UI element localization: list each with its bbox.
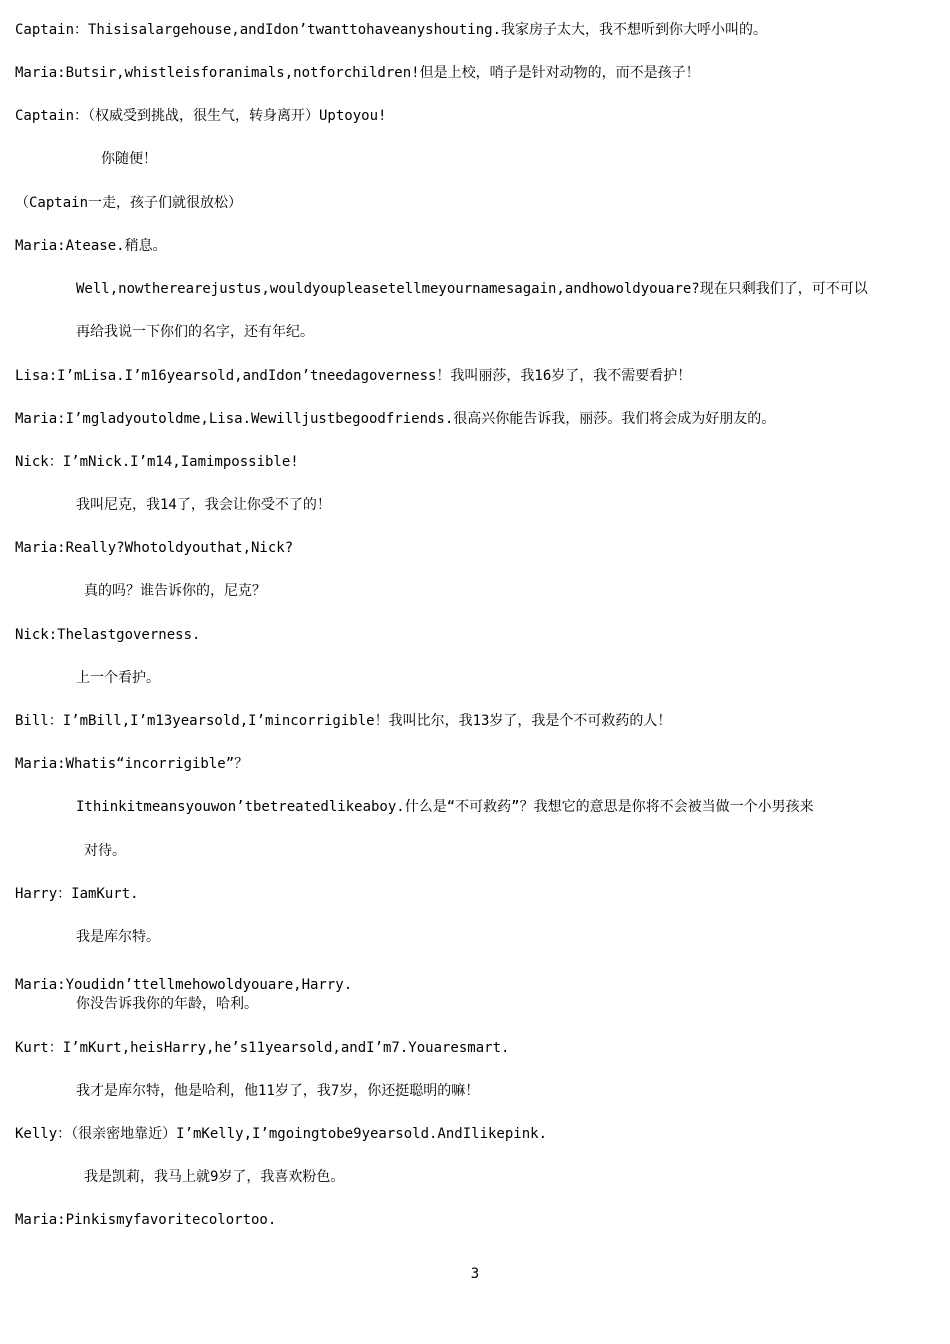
dialogue-line: Kurt：I’mKurt,heisHarry,he’s11yearsold,andI’m7.Youaresmart. <box>15 1040 510 1056</box>
dialogue-line: 你没告诉我你的年龄，哈利。 <box>76 996 258 1012</box>
dialogue-line: 我是凯莉，我马上就9岁了，我喜欢粉色。 <box>84 1169 345 1185</box>
dialogue-line: Maria:Atease.稍息。 <box>15 238 167 254</box>
dialogue-line: Harry：IamKurt. <box>15 886 139 902</box>
dialogue-line: Maria:Whatis“incorrigible”？ <box>15 756 249 772</box>
dialogue-line: 上一个看护。 <box>76 670 160 686</box>
dialogue-line: Bill：I’mBill,I’m13yearsold,I’mincorrigible！我叫比尔，我13岁了，我是个不可救药的人！ <box>15 713 672 729</box>
dialogue-line: Captain：Thisisalargehouse,andIdon’twanttohaveanyshouting.我家房子太大，我不想听到你大呼小叫的。 <box>15 22 768 38</box>
stage-direction: （Captain一走，孩子们就很放松） <box>15 195 243 211</box>
dialogue-line: 我是库尔特。 <box>76 929 160 945</box>
dialogue-line: Maria:Pinkismyfavoritecolortoo. <box>15 1212 277 1228</box>
dialogue-line: Nick：I’mNick.I’m14,Iamimpossible! <box>15 454 299 470</box>
dialogue-line: 对待。 <box>84 843 126 859</box>
dialogue-line: 你随便！ <box>101 151 157 167</box>
dialogue-line: 我叫尼克，我14了，我会让你受不了的！ <box>76 497 331 513</box>
dialogue-line: 真的吗？谁告诉你的，尼克？ <box>84 583 266 599</box>
dialogue-line: Kelly：（很亲密地靠近）I’mKelly,I’mgoingtobe9yearsold.AndIlikepink. <box>15 1126 548 1142</box>
dialogue-line: Maria:I’mgladyoutoldme,Lisa.Wewilljustbegoodfriends.很高兴你能告诉我，丽莎。我们将会成为好朋友的。 <box>15 411 776 427</box>
dialogue-line: 我才是库尔特，他是哈利，他11岁了，我7岁，你还挺聪明的嘛！ <box>76 1083 480 1099</box>
dialogue-line: Nick:Thelastgoverness. <box>15 627 201 643</box>
dialogue-line: Maria:Butsir,whistleisforanimals,notforchildren!但是上校，哨子是针对动物的，而不是孩子！ <box>15 65 700 81</box>
dialogue-line: Lisa:I’mLisa.I’m16yearsold,andIdon’tneedagoverness！我叫丽莎，我16岁了，我不需要看护！ <box>15 368 692 384</box>
page-number: 3 <box>470 1266 480 1282</box>
dialogue-line: Well,nowtherearejustus,wouldyoupleasetellmeyournamesagain,andhowoldyouare?现在只剩我们了，可不可以 <box>76 281 868 297</box>
dialogue-line: Maria:Youdidn’ttellmehowoldyouare,Harry. <box>15 977 353 993</box>
dialogue-line: Captain：（权威受到挑战，很生气，转身离开）Uptoyou! <box>15 108 387 124</box>
dialogue-line: Ithinkitmeansyouwon’tbetreatedlikeaboy.什么是“不可救药”？我想它的意思是你将不会被当做一个小男孩来 <box>76 799 814 815</box>
dialogue-line: Maria:Really?Whotoldyouthat,Nick? <box>15 540 294 556</box>
dialogue-line: 再给我说一下你们的名字，还有年纪。 <box>76 324 314 340</box>
